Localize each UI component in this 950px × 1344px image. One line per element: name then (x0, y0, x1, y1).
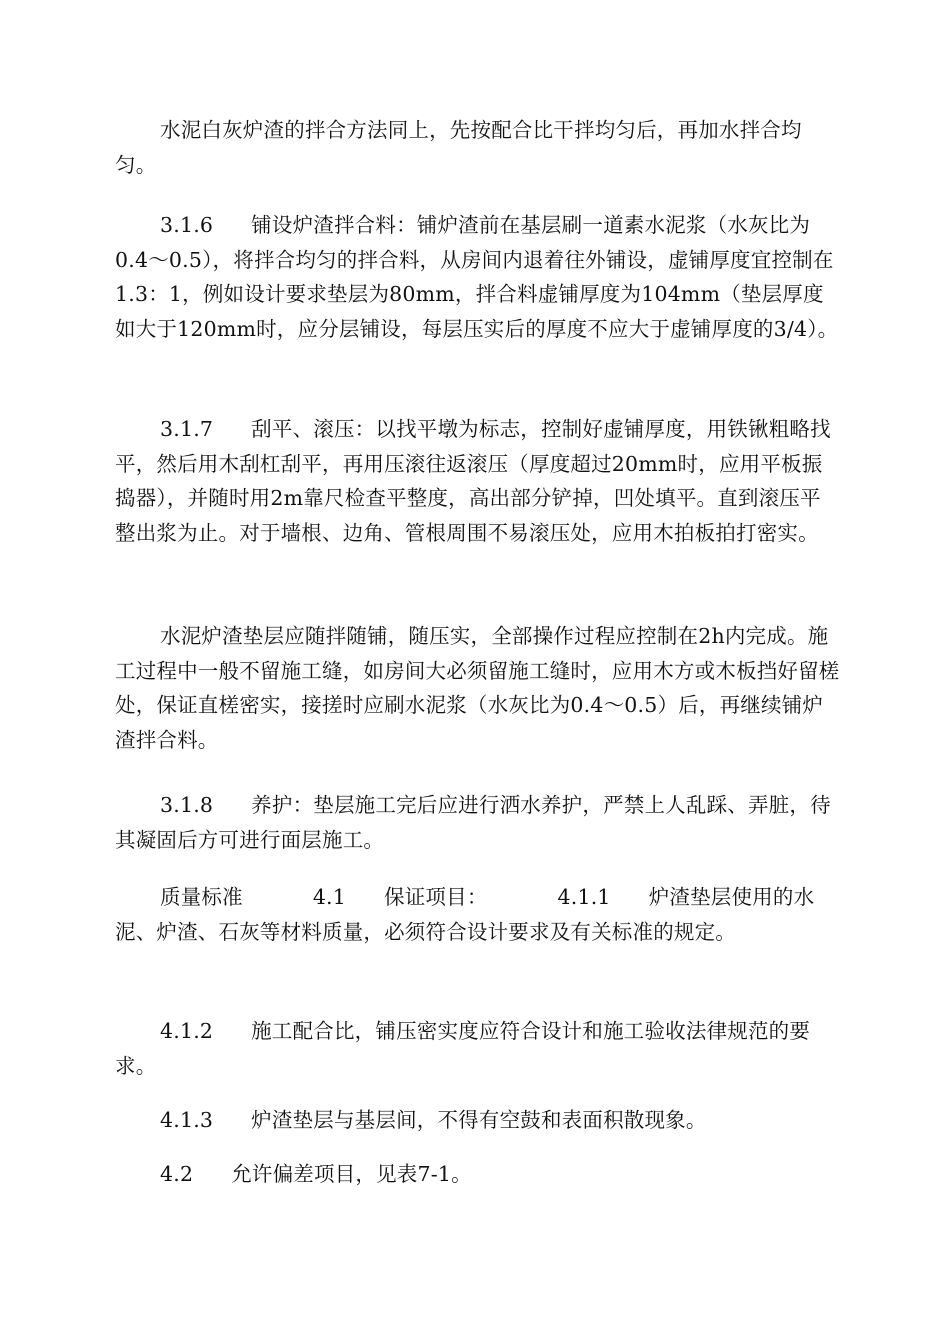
section-heading: 质量标准 (160, 885, 243, 909)
paragraph-text: 养护：垫层施工完后应进行洒水养护，严禁上人乱踩、弄脏，待其凝固后方可进行面层施工。 (115, 793, 831, 852)
paragraph-quality-standard (115, 880, 840, 949)
section-number: 3.1.7 (160, 417, 214, 441)
paragraph-text: 炉渣垫层使用的水泥、炉渣、石灰等材料质量，必须符合设计要求及有关标准的规定。 (115, 885, 815, 944)
paragraph-text: 允许偏差项目，见表7-1。 (231, 1162, 472, 1186)
paragraph-3-1-6 (115, 208, 840, 346)
paragraph-3-1-8 (115, 788, 840, 857)
paragraph-4-1-3 (115, 1103, 840, 1138)
section-number: 4.1 (312, 885, 347, 909)
paragraph-mixing-method (115, 113, 840, 182)
paragraph-text: 水泥白灰炉渣的拌合方法同上，先按配合比干拌均匀后，再加水拌合均匀。 (115, 118, 802, 177)
paragraph-text: 铺设炉渣拌合料：铺炉渣前在基层刷一道素水泥浆（水灰比为0.4～0.5），将拌合均匀的拌合料，从房间内退着往外铺设，虚铺厚度宜控制在1.3：1，例如设计要求垫层为80mm，拌合料虚铺厚度为104mm（垫层厚度如大于120mm时，应分层铺设，每层压实后的厚度不应大于虚铺厚度的3/4）。 (115, 213, 839, 341)
section-number: 4.1.2 (160, 1019, 214, 1043)
section-number: 4.1.1 (557, 885, 611, 909)
paragraph-text: 水泥炉渣垫层应随拌随铺，随压实，全部操作过程应控制在2h内完成。施工过程中一般不留施工缝，如房间大必须留施工缝时，应用木方或木板挡好留槎处，保证直槎密实，接搓时应刷水泥浆（水灰比为0.4～0.5）后，再继续铺炉渣拌合料。 (115, 624, 840, 752)
paragraph-4-2 (115, 1157, 840, 1192)
section-number: 3.1.6 (160, 213, 214, 237)
section-heading: 保证项目： (384, 885, 488, 909)
paragraph-text: 施工配合比，铺压密实度应符合设计和施工验收法律规范的要求。 (115, 1019, 811, 1078)
paragraph-3-1-7 (115, 412, 840, 550)
section-number: 3.1.8 (160, 793, 214, 817)
section-number: 4.2 (160, 1162, 194, 1186)
paragraph-text: 刮平、滚压：以找平墩为标志，控制好虚铺厚度，用铁锹粗略找平，然后用木刮杠刮平，再用压滚往返滚压（厚度超过20mm时，应用平板振捣器），并随时用2m靠尺检查平整度，高出部分铲掉，凹处填平。直到滚压平整出浆为止。对于墙根、边角、管根周围不易滚压处，应用木拍板拍打密实。 (115, 417, 831, 545)
section-number: 4.1.3 (160, 1108, 214, 1132)
paragraph-4-1-2 (115, 1014, 840, 1083)
paragraph-text: 炉渣垫层与基层间，不得有空鼓和表面积散现象。 (251, 1108, 707, 1132)
paragraph-slag-cushion (115, 619, 840, 757)
